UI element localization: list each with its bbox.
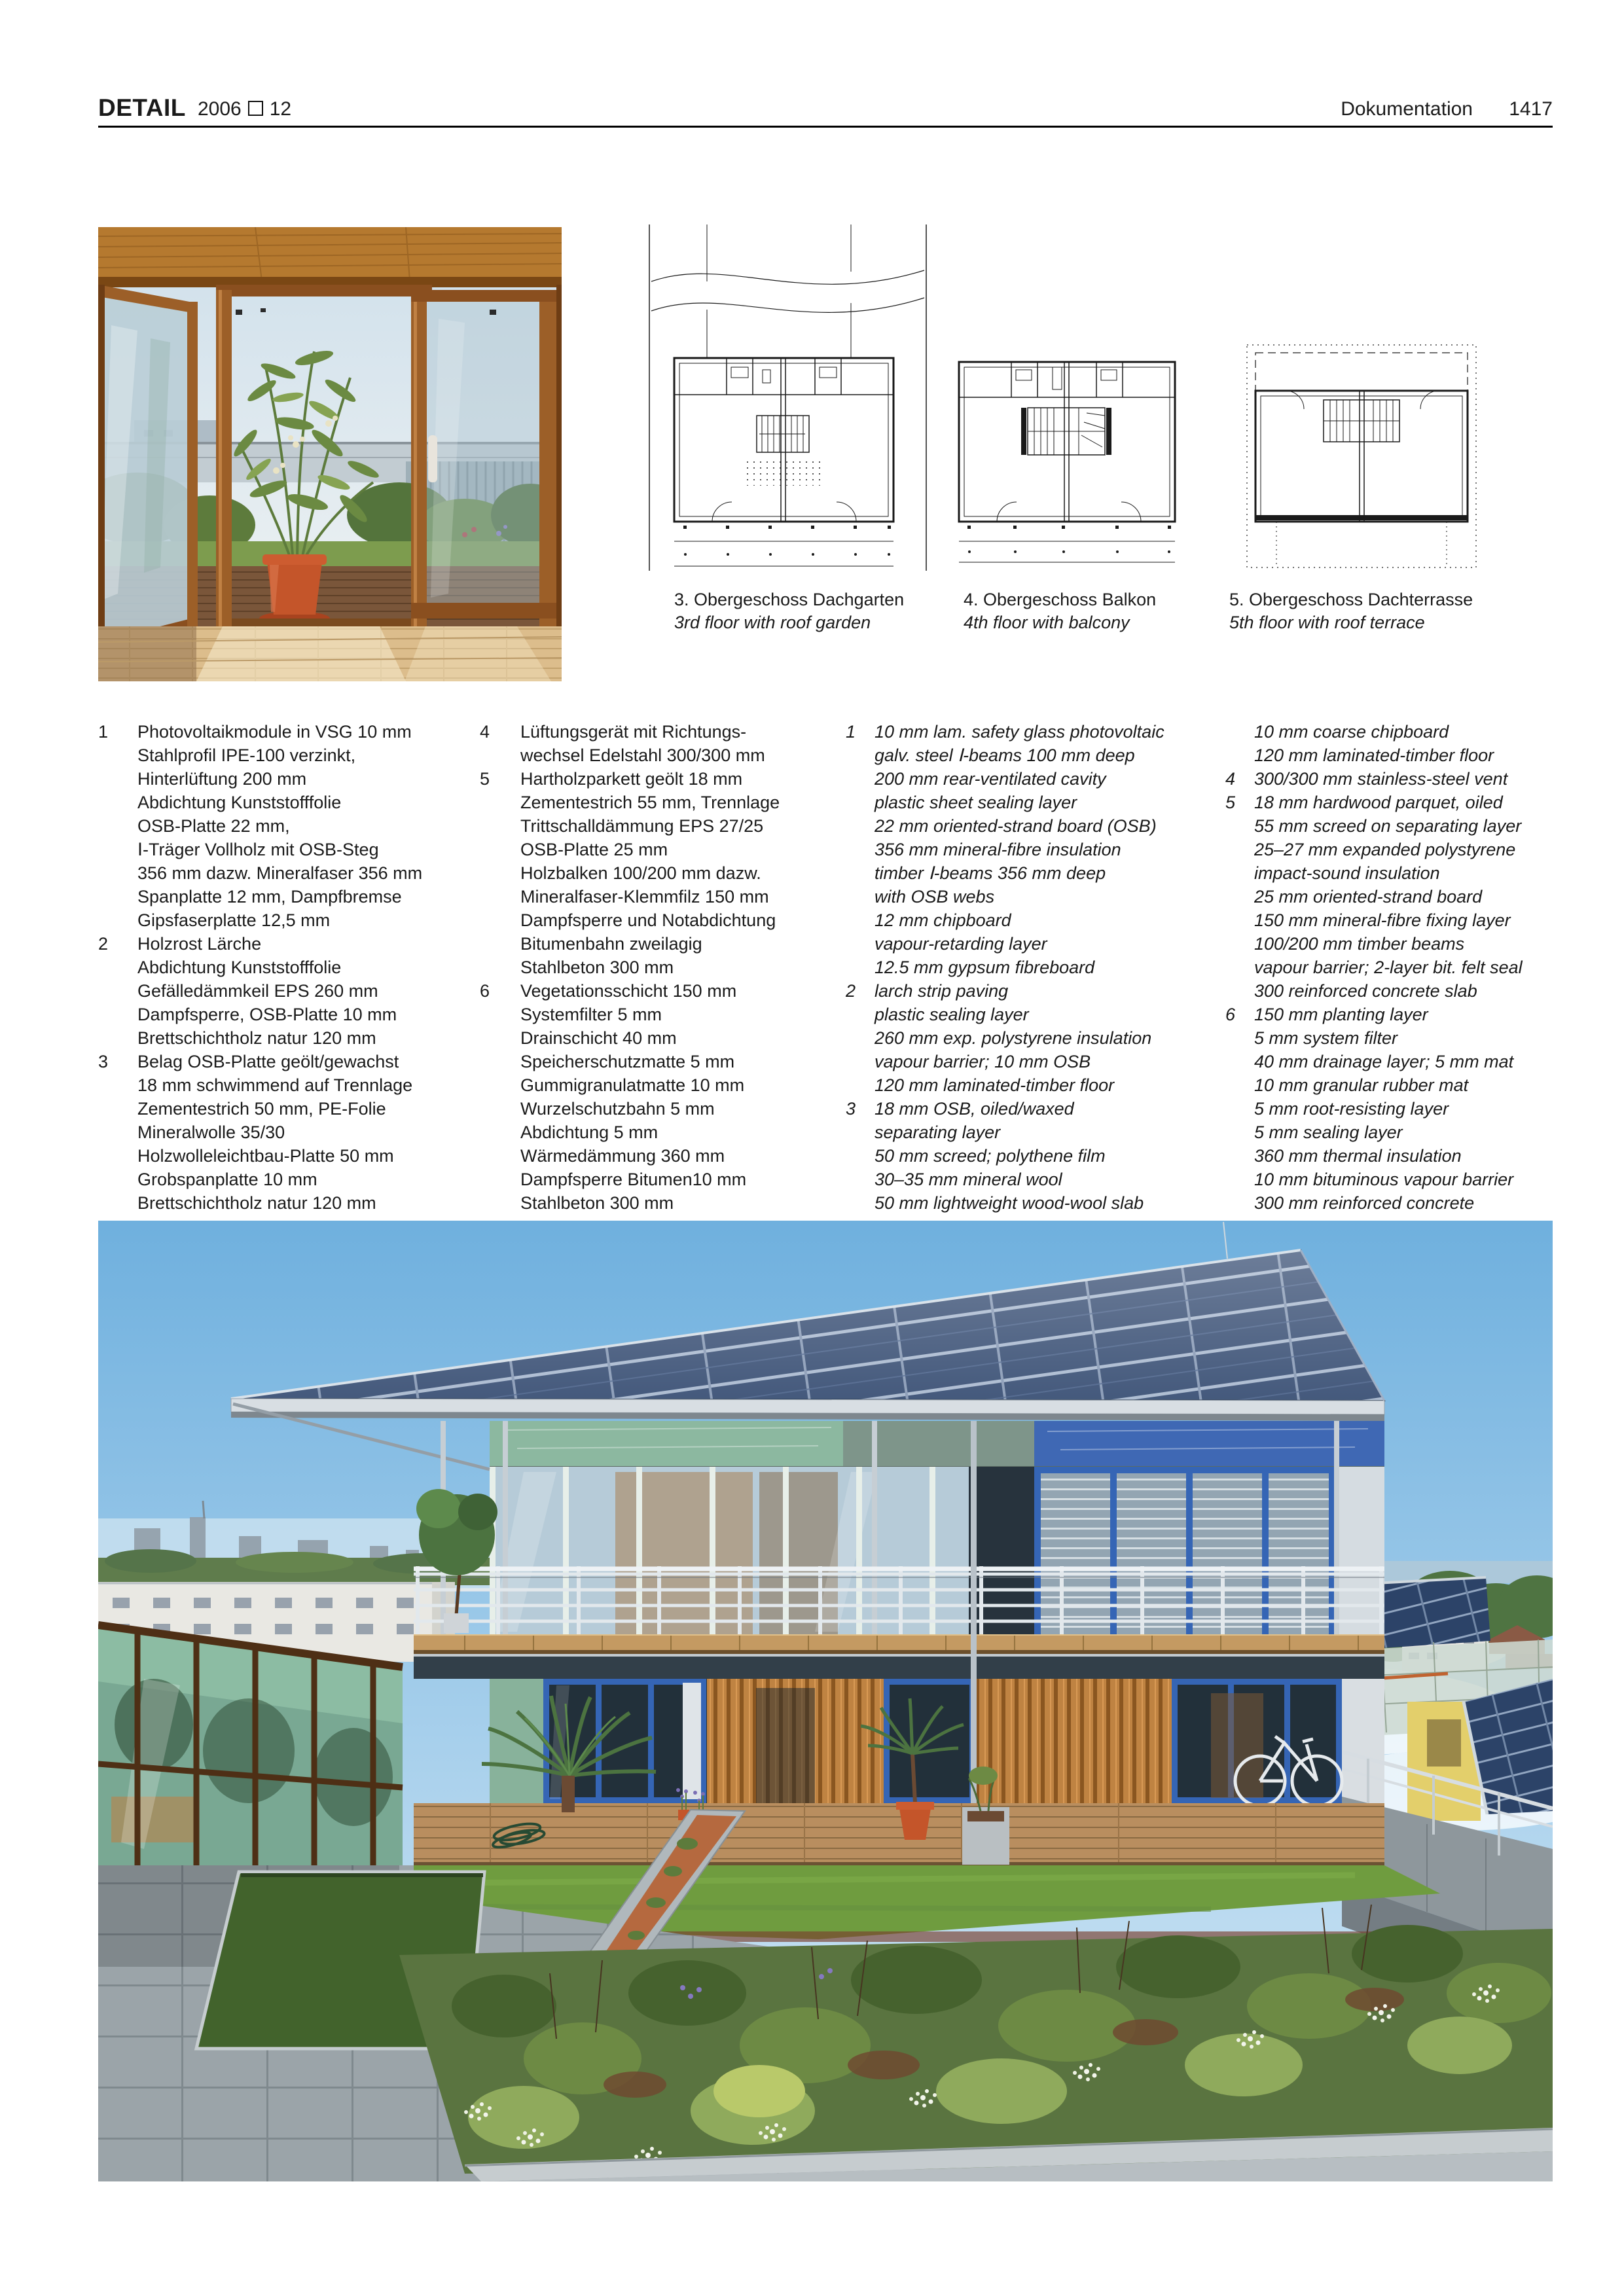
legend-line: Zementestrich 50 mm, PE-Folie (137, 1099, 386, 1119)
legend-item (98, 932, 475, 1050)
floor-plan-4th-floor (959, 362, 1175, 562)
legend-line: 300/300 mm stainless-steel vent (1254, 769, 1508, 789)
legend-line: Vegetationsschicht 150 mm (520, 981, 737, 1001)
legend-item (480, 979, 843, 1215)
legend-line: vapour barrier; 2-layer bit. felt seal (1254, 958, 1523, 977)
legend-line: Abdichtung 5 mm (520, 1122, 659, 1142)
legend-line: separating layer (875, 1122, 1001, 1142)
legend-line: 25 mm oriented-strand board (1254, 887, 1483, 906)
legend-line: 50 mm lightweight wood-wool slab (875, 1193, 1144, 1213)
legend-line: 55 mm screed on separating layer (1254, 816, 1522, 836)
legend-line: 18 mm OSB, oiled/waxed (875, 1099, 1074, 1119)
door-handle (428, 435, 437, 482)
wood-ceiling (98, 227, 562, 287)
legend-item (846, 720, 1220, 979)
plan-caption-5 (1229, 588, 1517, 634)
legend-item-number: 2 (846, 981, 856, 1001)
legend-line: timber Ⅰ-beams 356 mm deep (875, 863, 1106, 883)
legend-line: Photovoltaikmodule in VSG 10 mm (137, 722, 412, 742)
legend-line: Brettschichtholz natur 120 mm (137, 1193, 376, 1213)
legend-column-german-2 (480, 720, 843, 1215)
legend-item-number: 5 (1225, 793, 1236, 812)
legend-line: 50 mm screed; polythene film (875, 1146, 1106, 1166)
legend-line: Gefälledämmkeil EPS 260 mm (137, 981, 378, 1001)
issue-year: 2006 (198, 98, 242, 120)
legend-line: Mineralwolle 35/30 (137, 1122, 285, 1142)
legend-line: 10 mm coarse chipboard (1254, 722, 1449, 742)
legend-item-number: 3 (846, 1099, 856, 1119)
legend-line: Bitumenbahn zweilagig (520, 934, 702, 954)
legend-line: impact-sound insulation (1254, 863, 1440, 883)
floor-plan-3rd-floor (649, 224, 926, 571)
legend-line: Hartholzparkett geölt 18 mm (520, 769, 743, 789)
legend-line: Holzwolleleichtbau-Platte 50 mm (137, 1146, 394, 1166)
legend-line: Wurzelschutzbahn 5 mm (520, 1099, 715, 1119)
legend-line: 10 mm lam. safety glass photovoltaic (875, 722, 1164, 742)
blue-facade-panel (1034, 1421, 1384, 1467)
legend-column-english-2 (1225, 720, 1592, 1215)
legend-item (1225, 791, 1592, 1003)
legend-item (1225, 720, 1592, 767)
legend-item (1225, 767, 1592, 791)
plan-caption-3 (674, 588, 962, 634)
legend-line: Gipsfaserplatte 12,5 mm (137, 910, 331, 930)
legend-line: 300 reinforced concrete slab (1254, 981, 1477, 1001)
legend-line: 12.5 mm gypsum fibreboard (875, 958, 1095, 977)
legend-item (480, 767, 843, 979)
legend-item-number: 1 (846, 722, 856, 742)
legend-item (98, 720, 475, 932)
legend-line: 360 mm thermal insulation (1254, 1146, 1462, 1166)
legend-line: Dampfsperre, OSB-Platte 10 mm (137, 1005, 397, 1024)
legend-line: Abdichtung Kunststofffolie (137, 793, 342, 812)
legend-line: Abdichtung Kunststofffolie (137, 958, 342, 977)
legend-item-number: 6 (480, 981, 490, 1001)
legend-item (98, 1050, 475, 1215)
legend-line: Dampfsperre Bitumen10 mm (520, 1170, 747, 1189)
legend-line: Mineralfaser-Klemmfilz 150 mm (520, 887, 769, 906)
legend-line: Brettschichtholz natur 120 mm (137, 1028, 376, 1048)
legend-line: 150 mm planting layer (1254, 1005, 1428, 1024)
balcony-deck (414, 1634, 1384, 1679)
legend-line: larch strip paving (875, 981, 1009, 1001)
legend-line: Lüftungsgerät mit Richtungs- (520, 722, 747, 742)
gutter (231, 1399, 1384, 1414)
open-glazed-door (98, 285, 198, 656)
legend-column-german-1 (98, 720, 475, 1215)
legend-line: vapour-retarding layer (875, 934, 1047, 954)
legend-item (846, 979, 1220, 1097)
legend-line: vapour barrier; 10 mm OSB (875, 1052, 1091, 1071)
legend-line: 356 mm dazw. Mineralfaser 356 mm (137, 863, 423, 883)
downpipe (971, 1421, 977, 1803)
legend-column-english-1 (846, 720, 1220, 1215)
issue-separator-box-icon (248, 101, 263, 116)
photo-interior-roof-garden (98, 227, 562, 681)
floor-plans (628, 219, 1486, 576)
legend-line: Gummigranulatmatte 10 mm (520, 1075, 745, 1095)
magazine-logo: DETAIL (98, 94, 186, 121)
legend-line: Drainschicht 40 mm (520, 1028, 677, 1048)
legend-line: Systemfilter 5 mm (520, 1005, 662, 1024)
legend-line: OSB-Platte 25 mm (520, 840, 668, 859)
legend-line: Zementestrich 55 mm, Trennlage (520, 793, 780, 812)
legend-line: galv. steel Ⅰ-beams 100 mm deep (875, 745, 1135, 765)
legend-item-number: 3 (98, 1052, 109, 1071)
legend-line: Grobspanplatte 10 mm (137, 1170, 317, 1189)
legend-line: Trittschalldämmung EPS 27/25 (520, 816, 764, 836)
legend-item-number: 5 (480, 769, 490, 789)
legend-item (480, 720, 843, 767)
legend-line: OSB-Platte 22 mm, (137, 816, 290, 836)
legend-line: Ⅰ-Träger Vollholz mit OSB-Steg (137, 840, 379, 859)
legend-line: Stahlbeton 300 mm (520, 958, 674, 977)
legend-line: Hinterlüftung 200 mm (137, 769, 307, 789)
legend-line: plastic sealing layer (875, 1005, 1029, 1024)
legend-line: 25–27 mm expanded polystyrene (1254, 840, 1516, 859)
legend-line: 18 mm hardwood parquet, oiled (1254, 793, 1503, 812)
legend-item-number: 4 (480, 722, 490, 742)
legend-line: 356 mm mineral-fibre insulation (875, 840, 1121, 859)
plan-caption-3-en: 3rd floor with roof garden (674, 613, 871, 632)
legend-line: 120 mm laminated-timber floor (1254, 745, 1494, 765)
legend-line: 22 mm oriented-strand board (OSB) (875, 816, 1157, 836)
legend-line: 150 mm mineral-fibre fixing layer (1254, 910, 1511, 930)
legend-line: with OSB webs (875, 887, 995, 906)
legend-line: 260 mm exp. polystyrene insulation (875, 1028, 1152, 1048)
plan-caption-5-en: 5th floor with roof terrace (1229, 613, 1425, 632)
legend-item-number: 6 (1225, 1005, 1236, 1024)
legend-line: wechsel Edelstahl 300/300 mm (520, 745, 765, 765)
legend-item-number: 1 (98, 722, 109, 742)
legend-line: 200 mm rear-ventilated cavity (875, 769, 1106, 789)
legend-line: 12 mm chipboard (875, 910, 1011, 930)
photo-solar-house (98, 1221, 1553, 2181)
legend-line: 40 mm drainage layer; 5 mm mat (1254, 1052, 1514, 1071)
page-number: 1417 (1509, 98, 1553, 120)
legend-line: Wärmedämmung 360 mm (520, 1146, 725, 1166)
plan-caption-4 (964, 588, 1252, 634)
legend-line: 300 mm reinforced concrete (1254, 1193, 1475, 1213)
legend-line: 30–35 mm mineral wool (875, 1170, 1062, 1189)
legend-line: Holzbalken 100/200 mm dazw. (520, 863, 761, 883)
legend-line: 100/200 mm timber beams (1254, 934, 1465, 954)
legend-item-number: 2 (98, 934, 109, 954)
issue-number: 12 (269, 98, 292, 120)
parquet-floor (98, 626, 562, 681)
section-title: Dokumentation (1341, 98, 1473, 120)
legend-line: 5 mm root-resisting layer (1254, 1099, 1449, 1119)
legend-line: Speicherschutzmatte 5 mm (520, 1052, 735, 1071)
floor-plan-5th-floor (1247, 345, 1476, 567)
legend-item (1225, 1003, 1592, 1215)
legend-line: Dampfsperre und Notabdichtung (520, 910, 776, 930)
legend-line: Spanplatte 12 mm, Dampfbremse (137, 887, 402, 906)
legend-line: 10 mm bituminous vapour barrier (1254, 1170, 1514, 1189)
legend-line: Holzrost Lärche (137, 934, 262, 954)
window-blinds (1034, 1467, 1335, 1634)
plan-caption-5-de: 5. Obergeschoss Dachterrasse (1229, 590, 1473, 609)
legend-line: Stahlbeton 300 mm (520, 1193, 674, 1213)
plan-caption-3-de: 3. Obergeschoss Dachgarten (674, 590, 905, 609)
header-rule (98, 126, 1553, 128)
legend-item (846, 1097, 1220, 1215)
legend-line: 18 mm schwimmend auf Trennlage (137, 1075, 413, 1095)
legend-line: 5 mm sealing layer (1254, 1122, 1403, 1142)
legend-line: Belag OSB-Platte geölt/gewachst (137, 1052, 399, 1071)
issue-info (198, 98, 291, 120)
legend-line: 10 mm granular rubber mat (1254, 1075, 1469, 1095)
legend-line: plastic sheet sealing layer (875, 793, 1077, 812)
legend-line: 5 mm system filter (1254, 1028, 1398, 1048)
legend-item-number: 4 (1225, 769, 1236, 789)
legend-line: 120 mm laminated-timber floor (875, 1075, 1115, 1095)
conservatory (98, 1625, 403, 1865)
legend-line: Stahlprofil IPE-100 verzinkt, (137, 745, 356, 765)
plan-caption-4-en: 4th floor with balcony (964, 613, 1130, 632)
plan-caption-4-de: 4. Obergeschoss Balkon (964, 590, 1157, 609)
